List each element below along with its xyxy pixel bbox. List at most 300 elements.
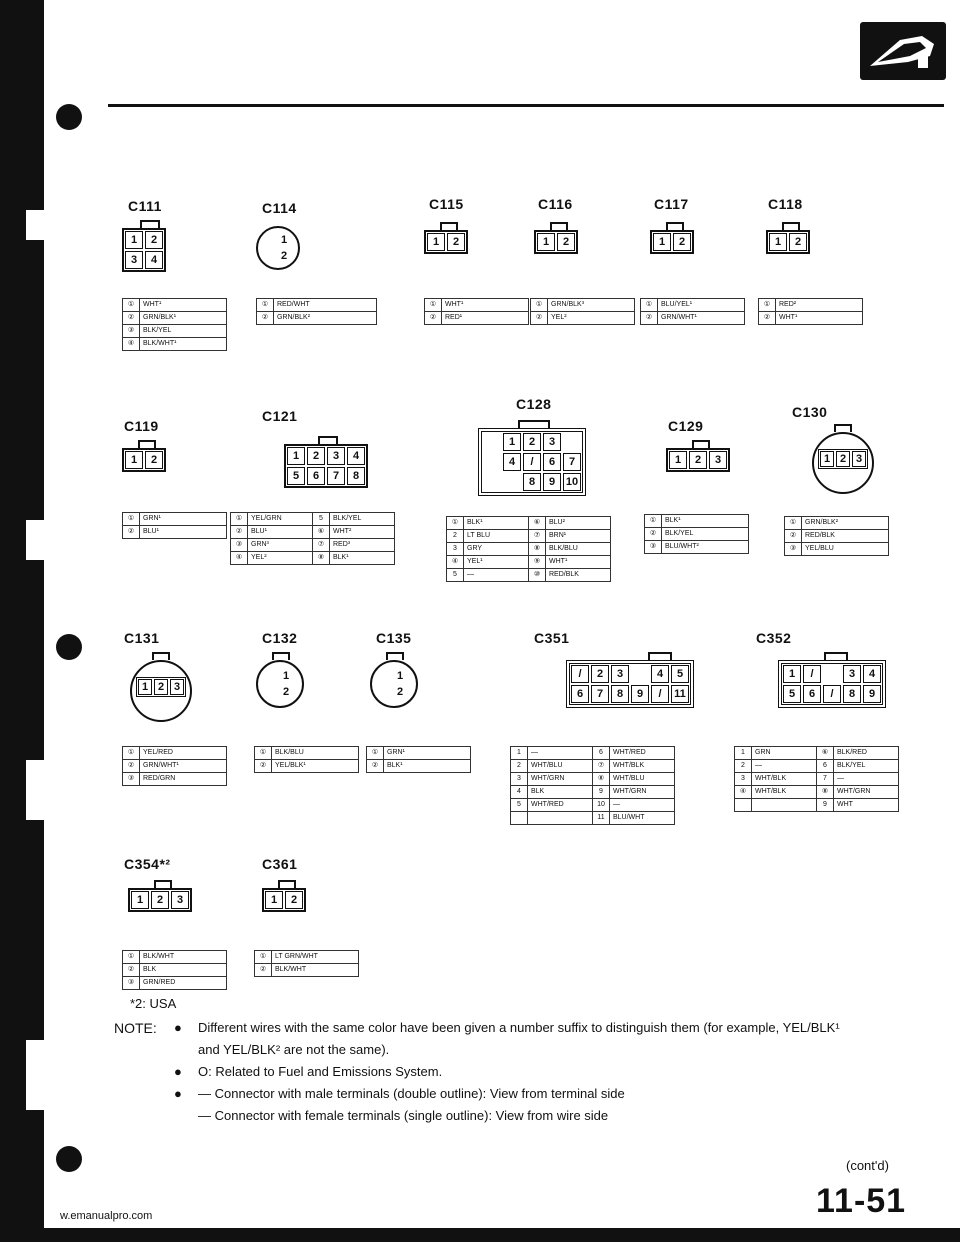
terminal-number: ② bbox=[255, 760, 272, 773]
connector-c131-face bbox=[130, 660, 194, 724]
connector-c354-face bbox=[128, 888, 192, 912]
wire-row bbox=[231, 539, 395, 552]
wire-color: BLU/WHT bbox=[610, 812, 675, 825]
pin: 1 bbox=[653, 233, 671, 251]
wire-color: BLU¹ bbox=[248, 526, 313, 539]
pin: 7 bbox=[327, 467, 345, 485]
wire-color: WHT/GRN bbox=[610, 786, 675, 799]
wire-row bbox=[447, 517, 611, 530]
wire-color: WHT¹ bbox=[140, 299, 227, 312]
terminal-number: ③ bbox=[123, 325, 140, 338]
pin: 1 bbox=[282, 670, 290, 682]
wire-color: BLK/YEL bbox=[330, 513, 395, 526]
wire-color: GRN³ bbox=[248, 539, 313, 552]
terminal-number: ② bbox=[531, 312, 548, 325]
continued-label: (cont'd) bbox=[846, 1158, 889, 1173]
pin: 2 bbox=[145, 451, 163, 469]
terminal-number: 5 bbox=[313, 513, 330, 526]
wire-color: — bbox=[834, 773, 899, 786]
header-rule bbox=[108, 104, 944, 107]
pin: 2 bbox=[154, 679, 168, 695]
wire-table-c131 bbox=[122, 746, 227, 786]
wire-row bbox=[123, 951, 227, 964]
connector-id: C352 bbox=[756, 630, 792, 646]
wire-row bbox=[231, 552, 395, 565]
terminal-number: 11 bbox=[593, 812, 610, 825]
pin: 2 bbox=[282, 686, 290, 698]
pin: 11 bbox=[671, 685, 689, 703]
pin: 1 bbox=[125, 231, 143, 249]
pin: 5 bbox=[287, 467, 305, 485]
terminal-number: ① bbox=[123, 513, 140, 526]
terminal-number: 10 bbox=[593, 799, 610, 812]
terminal-number: ① bbox=[255, 951, 272, 964]
wire-color: — bbox=[464, 569, 529, 582]
connector-c352-face bbox=[778, 660, 886, 708]
wire-row bbox=[735, 747, 899, 760]
wire-color: GRN/BLK² bbox=[274, 312, 377, 325]
pin: 8 bbox=[347, 467, 365, 485]
wire-row bbox=[645, 541, 749, 554]
wire-row bbox=[759, 312, 863, 325]
wire-color: WHT/GRN bbox=[834, 786, 899, 799]
terminal-number: ① bbox=[231, 513, 248, 526]
pin: 2 bbox=[523, 433, 541, 451]
note-line: — Connector with female terminals (single outline): View from wire side bbox=[198, 1108, 609, 1123]
terminal-number bbox=[735, 799, 752, 812]
wire-color: WHT/BLK bbox=[752, 773, 817, 786]
pin: 4 bbox=[347, 447, 365, 465]
wire-table-c114 bbox=[256, 298, 377, 325]
wire-table-c132 bbox=[254, 746, 359, 773]
terminal-number: ① bbox=[123, 299, 140, 312]
terminal-number: ① bbox=[645, 515, 662, 528]
wire-color: BLK/YEL bbox=[834, 760, 899, 773]
wire-color: RED³ bbox=[330, 539, 395, 552]
terminal-number: 2 bbox=[735, 760, 752, 773]
connector-id: C135 bbox=[376, 630, 412, 646]
wire-row bbox=[735, 773, 899, 786]
wire-color: GRN/BLK³ bbox=[548, 299, 635, 312]
connector-id: C114 bbox=[262, 200, 297, 216]
connector-c111-face bbox=[122, 228, 166, 272]
terminal-number: 7 bbox=[817, 773, 834, 786]
terminal-number: 1 bbox=[511, 747, 528, 760]
connector-c135-face bbox=[370, 660, 420, 710]
pin: 7 bbox=[563, 453, 581, 471]
wire-color: RED/BLK bbox=[802, 530, 889, 543]
wire-color: BLK/YEL bbox=[662, 528, 749, 541]
terminal-number: 6 bbox=[817, 760, 834, 773]
terminal-number: ② bbox=[645, 528, 662, 541]
wire-color: WHT/BLK bbox=[610, 760, 675, 773]
wire-color: BLK/RED bbox=[834, 747, 899, 760]
terminal-number: 2 bbox=[511, 760, 528, 773]
pin: 1 bbox=[537, 233, 555, 251]
connector-c118-face bbox=[766, 230, 810, 254]
pin: 6 bbox=[307, 467, 325, 485]
wire-row bbox=[123, 513, 227, 526]
wire-row bbox=[123, 747, 227, 760]
connector-id: C132 bbox=[262, 630, 298, 646]
terminal-number: ② bbox=[759, 312, 776, 325]
wire-table-c361 bbox=[254, 950, 359, 977]
terminal-number bbox=[511, 812, 528, 825]
wire-table-c354 bbox=[122, 950, 227, 990]
wire-table-c119 bbox=[122, 512, 227, 539]
terminal-number: ② bbox=[255, 964, 272, 977]
wire-color: YEL/RED bbox=[140, 747, 227, 760]
wire-row bbox=[425, 299, 529, 312]
connector-c129-face bbox=[666, 448, 730, 472]
wire-color: GRN/BLK² bbox=[802, 517, 889, 530]
connector-c130-face bbox=[812, 432, 876, 496]
wire-row bbox=[511, 799, 675, 812]
pin: / bbox=[523, 453, 541, 471]
wire-color: RED¹ bbox=[442, 312, 529, 325]
wire-color bbox=[752, 799, 817, 812]
wire-row bbox=[641, 312, 745, 325]
wire-row bbox=[257, 299, 377, 312]
connector-id: C354*² bbox=[124, 856, 171, 872]
edge-notch bbox=[26, 520, 44, 560]
wire-row bbox=[511, 786, 675, 799]
wire-table-c129 bbox=[644, 514, 749, 554]
wire-row bbox=[531, 312, 635, 325]
wire-row bbox=[531, 299, 635, 312]
connector-id: C116 bbox=[538, 196, 573, 212]
wire-color: BLK¹ bbox=[662, 515, 749, 528]
wire-color: GRN/RED bbox=[140, 977, 227, 990]
pin: 4 bbox=[503, 453, 521, 471]
wire-color: LT GRN/WHT bbox=[272, 951, 359, 964]
terminal-number: ② bbox=[231, 526, 248, 539]
pin: 2 bbox=[789, 233, 807, 251]
terminal-number: ⑦ bbox=[313, 539, 330, 552]
terminal-number: ② bbox=[123, 964, 140, 977]
wire-table-c116 bbox=[530, 298, 635, 325]
pin: 3 bbox=[125, 251, 143, 269]
pin: 2 bbox=[280, 250, 288, 262]
wire-color bbox=[528, 812, 593, 825]
pin: 1 bbox=[287, 447, 305, 465]
wire-color: RED/WHT bbox=[274, 299, 377, 312]
wire-color: BRN¹ bbox=[546, 530, 611, 543]
wire-color: GRN¹ bbox=[384, 747, 471, 760]
terminal-number: 9 bbox=[593, 786, 610, 799]
wire-color: RED² bbox=[776, 299, 863, 312]
wire-color: BLU/WHT² bbox=[662, 541, 749, 554]
wire-color: BLK¹ bbox=[464, 517, 529, 530]
wire-color: WHT/RED bbox=[528, 799, 593, 812]
terminal-number: 3 bbox=[511, 773, 528, 786]
terminal-number: ④ bbox=[735, 786, 752, 799]
connector-c132-face bbox=[256, 660, 306, 710]
wire-color: GRN/BLK¹ bbox=[140, 312, 227, 325]
wire-row bbox=[123, 526, 227, 539]
bullet: ● bbox=[174, 1086, 182, 1101]
wire-row bbox=[511, 747, 675, 760]
pin: 1 bbox=[125, 451, 143, 469]
pin: 2 bbox=[836, 451, 850, 467]
wire-color: — bbox=[752, 760, 817, 773]
connector-c116-face bbox=[534, 230, 578, 254]
wire-row bbox=[645, 528, 749, 541]
wire-row bbox=[255, 964, 359, 977]
pin: 3 bbox=[170, 679, 184, 695]
connector-c121-face bbox=[284, 444, 368, 488]
wire-row bbox=[123, 338, 227, 351]
connector-c361-face bbox=[262, 888, 306, 912]
pin: 1 bbox=[669, 451, 687, 469]
wire-row bbox=[255, 747, 359, 760]
pin: 1 bbox=[427, 233, 445, 251]
wire-color: BLU/YEL¹ bbox=[658, 299, 745, 312]
note-line: O: Related to Fuel and Emissions System. bbox=[198, 1064, 443, 1079]
wire-color: WHT bbox=[834, 799, 899, 812]
wire-row bbox=[447, 530, 611, 543]
wire-color: LT BLU bbox=[464, 530, 529, 543]
terminal-number: ① bbox=[531, 299, 548, 312]
pin: 2 bbox=[396, 686, 404, 698]
wire-row bbox=[123, 977, 227, 990]
pin: / bbox=[823, 685, 841, 703]
connector-id: C128 bbox=[516, 396, 552, 412]
bullet: ● bbox=[174, 1064, 182, 1079]
terminal-number: ③ bbox=[123, 773, 140, 786]
terminal-number: ② bbox=[257, 312, 274, 325]
pin: 1 bbox=[138, 679, 152, 695]
pin: 3 bbox=[327, 447, 345, 465]
terminal-number: ① bbox=[123, 951, 140, 964]
terminal-number: ③ bbox=[123, 977, 140, 990]
terminal-number: ⑧ bbox=[593, 773, 610, 786]
terminal-number: 5 bbox=[447, 569, 464, 582]
wire-row bbox=[255, 951, 359, 964]
terminal-number: ② bbox=[123, 760, 140, 773]
wire-row bbox=[447, 556, 611, 569]
terminal-number: 3 bbox=[447, 543, 464, 556]
wire-color: BLK¹ bbox=[330, 552, 395, 565]
wire-color: WHT/GRN bbox=[528, 773, 593, 786]
wire-row bbox=[645, 515, 749, 528]
wire-row bbox=[735, 799, 899, 812]
pin: 5 bbox=[671, 665, 689, 683]
wire-row bbox=[123, 325, 227, 338]
section-logo-icon bbox=[860, 22, 946, 80]
pin: 2 bbox=[673, 233, 691, 251]
wire-color: WHT/BLU bbox=[528, 760, 593, 773]
wire-row bbox=[367, 760, 471, 773]
wire-row bbox=[447, 543, 611, 556]
pin: 3 bbox=[171, 891, 189, 909]
wire-color: BLK/BLU bbox=[272, 747, 359, 760]
pin: 2 bbox=[307, 447, 325, 465]
connector-c128-face bbox=[478, 428, 586, 496]
wire-color: WHT/BLK bbox=[752, 786, 817, 799]
pin: 9 bbox=[863, 685, 881, 703]
wire-color: GRN bbox=[752, 747, 817, 760]
wire-color: WHT¹ bbox=[776, 312, 863, 325]
wire-table-c121 bbox=[230, 512, 395, 565]
wire-table-c118 bbox=[758, 298, 863, 325]
terminal-number: ① bbox=[447, 517, 464, 530]
terminal-number: 5 bbox=[511, 799, 528, 812]
pin: 6 bbox=[543, 453, 561, 471]
binder-hole bbox=[56, 634, 82, 660]
terminal-number: ④ bbox=[123, 338, 140, 351]
pin: 2 bbox=[689, 451, 707, 469]
wire-row bbox=[735, 786, 899, 799]
pin: 1 bbox=[783, 665, 801, 683]
wire-color: YEL/BLU bbox=[802, 543, 889, 556]
note-line: — Connector with male terminals (double outline): View from terminal side bbox=[198, 1086, 625, 1101]
wire-row bbox=[641, 299, 745, 312]
bullet: ● bbox=[174, 1020, 182, 1035]
wire-row bbox=[123, 773, 227, 786]
terminal-number: ④ bbox=[231, 552, 248, 565]
terminal-number: ⑦ bbox=[593, 760, 610, 773]
wire-color: GRN¹ bbox=[140, 513, 227, 526]
wire-table-c117 bbox=[640, 298, 745, 325]
wire-color: YEL² bbox=[548, 312, 635, 325]
wire-table-c130 bbox=[784, 516, 889, 556]
pin: 2 bbox=[591, 665, 609, 683]
pin: 1 bbox=[396, 670, 404, 682]
pin: 2 bbox=[285, 891, 303, 909]
pin: 3 bbox=[709, 451, 727, 469]
wire-row bbox=[367, 747, 471, 760]
pin: 7 bbox=[591, 685, 609, 703]
section-logo bbox=[860, 22, 946, 80]
note-label: NOTE: bbox=[114, 1020, 157, 1036]
wire-row bbox=[231, 513, 395, 526]
terminal-number: 6 bbox=[593, 747, 610, 760]
wire-row bbox=[785, 530, 889, 543]
terminal-number: ② bbox=[785, 530, 802, 543]
terminal-number: ⑥ bbox=[313, 526, 330, 539]
wire-color: BLK/WHT bbox=[272, 964, 359, 977]
wire-row bbox=[447, 569, 611, 582]
terminal-number: ③ bbox=[645, 541, 662, 554]
wire-table-c128 bbox=[446, 516, 611, 582]
wire-color: BLU¹ bbox=[140, 526, 227, 539]
pin: 8 bbox=[843, 685, 861, 703]
terminal-number: ⑩ bbox=[529, 569, 546, 582]
terminal-number: ① bbox=[641, 299, 658, 312]
wire-row bbox=[257, 312, 377, 325]
pin: / bbox=[571, 665, 589, 683]
pin: 9 bbox=[631, 685, 649, 703]
pin: 2 bbox=[447, 233, 465, 251]
wire-row bbox=[735, 760, 899, 773]
wire-color: WHT/BLU bbox=[610, 773, 675, 786]
wire-row bbox=[511, 760, 675, 773]
terminal-number: ⑨ bbox=[529, 556, 546, 569]
wire-color: RED/GRN bbox=[140, 773, 227, 786]
page-number: 11-51 bbox=[816, 1182, 907, 1220]
wire-table-c135 bbox=[366, 746, 471, 773]
wire-color: GRY bbox=[464, 543, 529, 556]
binder-hole bbox=[56, 104, 82, 130]
pin: 2 bbox=[557, 233, 575, 251]
wire-row bbox=[785, 543, 889, 556]
terminal-number: ⑧ bbox=[313, 552, 330, 565]
connector-id: C118 bbox=[768, 196, 803, 212]
wire-table-c115 bbox=[424, 298, 529, 325]
terminal-number: ④ bbox=[447, 556, 464, 569]
terminal-number: ① bbox=[759, 299, 776, 312]
pin: 3 bbox=[852, 451, 866, 467]
wire-color: — bbox=[528, 747, 593, 760]
terminal-number: ② bbox=[123, 526, 140, 539]
wire-color: WHT¹ bbox=[546, 556, 611, 569]
wire-color: WHT² bbox=[330, 526, 395, 539]
terminal-number: ② bbox=[641, 312, 658, 325]
terminal-number: ⑦ bbox=[529, 530, 546, 543]
connector-c114-face bbox=[256, 226, 300, 270]
terminal-number: ① bbox=[367, 747, 384, 760]
terminal-number: ① bbox=[785, 517, 802, 530]
wire-row bbox=[123, 760, 227, 773]
pin: 1 bbox=[280, 234, 288, 246]
note-line: Different wires with the same color have been given a number suffix to distinguish them (for example, YEL/BLK¹ bbox=[198, 1020, 840, 1035]
wire-table-c111 bbox=[122, 298, 227, 351]
wire-color: WHT/RED bbox=[610, 747, 675, 760]
pin: 1 bbox=[503, 433, 521, 451]
terminal-number: ② bbox=[123, 312, 140, 325]
pin: 6 bbox=[571, 685, 589, 703]
wire-row bbox=[123, 299, 227, 312]
pin: / bbox=[651, 685, 669, 703]
connector-id: C130 bbox=[792, 404, 828, 420]
connector-c117-face bbox=[650, 230, 694, 254]
wire-color: YEL/GRN bbox=[248, 513, 313, 526]
wire-row bbox=[759, 299, 863, 312]
binder-hole bbox=[56, 1146, 82, 1172]
connector-id: C351 bbox=[534, 630, 570, 646]
wire-color: BLK¹ bbox=[384, 760, 471, 773]
wire-color: BLK/WHT¹ bbox=[140, 338, 227, 351]
terminal-number: ② bbox=[367, 760, 384, 773]
terminal-number: 9 bbox=[817, 799, 834, 812]
connector-id: C117 bbox=[654, 196, 689, 212]
source-url: w.emanualpro.com bbox=[60, 1210, 153, 1222]
wire-row bbox=[511, 812, 675, 825]
terminal-number: ③ bbox=[231, 539, 248, 552]
page-bottom-bar bbox=[0, 1228, 960, 1242]
connector-c119-face bbox=[122, 448, 166, 472]
wire-color: BLK/BLU bbox=[546, 543, 611, 556]
terminal-number: ⑥ bbox=[529, 517, 546, 530]
terminal-number: ① bbox=[425, 299, 442, 312]
connector-id: C361 bbox=[262, 856, 298, 872]
wire-table-c351 bbox=[510, 746, 675, 825]
edge-notch bbox=[26, 760, 44, 820]
wire-color: WHT¹ bbox=[442, 299, 529, 312]
terminal-number: ② bbox=[425, 312, 442, 325]
edge-notch bbox=[26, 210, 44, 240]
wire-row bbox=[511, 773, 675, 786]
wire-color: BLK/WHT bbox=[140, 951, 227, 964]
pin: 4 bbox=[651, 665, 669, 683]
pin: 1 bbox=[820, 451, 834, 467]
connector-id: C119 bbox=[124, 418, 159, 434]
page-edge-bar bbox=[0, 0, 44, 1242]
pin: 2 bbox=[145, 231, 163, 249]
pin: 8 bbox=[523, 473, 541, 491]
connector-c351-face bbox=[566, 660, 694, 708]
